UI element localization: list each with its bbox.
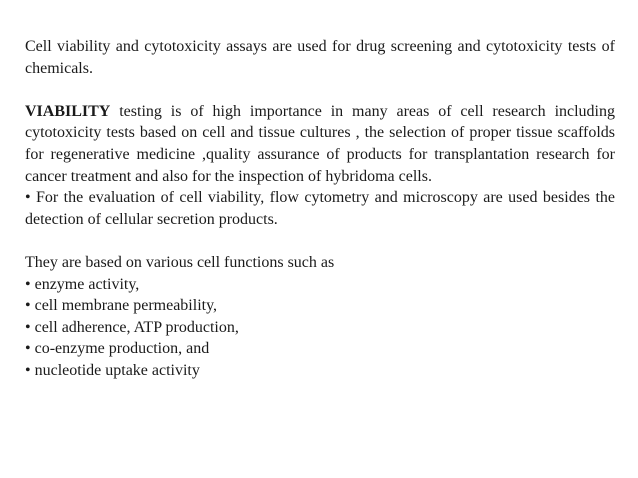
- list-item: • cell adherence, ATP production,: [25, 318, 239, 336]
- spacer: [25, 230, 615, 252]
- spacer: [25, 79, 615, 101]
- viability-term: VIABILITY: [25, 102, 111, 120]
- list-item: • co-enzyme production, and: [25, 340, 210, 358]
- intro-paragraph: Cell viability and cytotoxicity assays are used for drug screening and cytotoxicity tests of chemicals.: [25, 38, 615, 77]
- list-item: • enzyme activity,: [25, 275, 140, 293]
- evaluation-paragraph: • For the evaluation of cell viability, flow cytometry and microscopy are used besides the detection of cellular secretion products.: [25, 189, 615, 228]
- list-item: • cell membrane permeability,: [25, 297, 218, 315]
- functions-heading: They are based on various cell functions such as: [25, 253, 335, 271]
- list-item: • nucleotide uptake activity: [25, 361, 200, 379]
- slide-content: [25, 36, 615, 382]
- viability-text: testing is of high importance in many areas of cell research including cytotoxicity tests based on cell and tissue cultures , the selection of proper tissue scaffolds for regenerative medicine ,quality assurance of products for transplantation research for cancer treatment and also for the inspection of hybridoma cells.: [25, 102, 615, 185]
- functions-list: [25, 274, 615, 382]
- viability-paragraph: [25, 101, 615, 187]
